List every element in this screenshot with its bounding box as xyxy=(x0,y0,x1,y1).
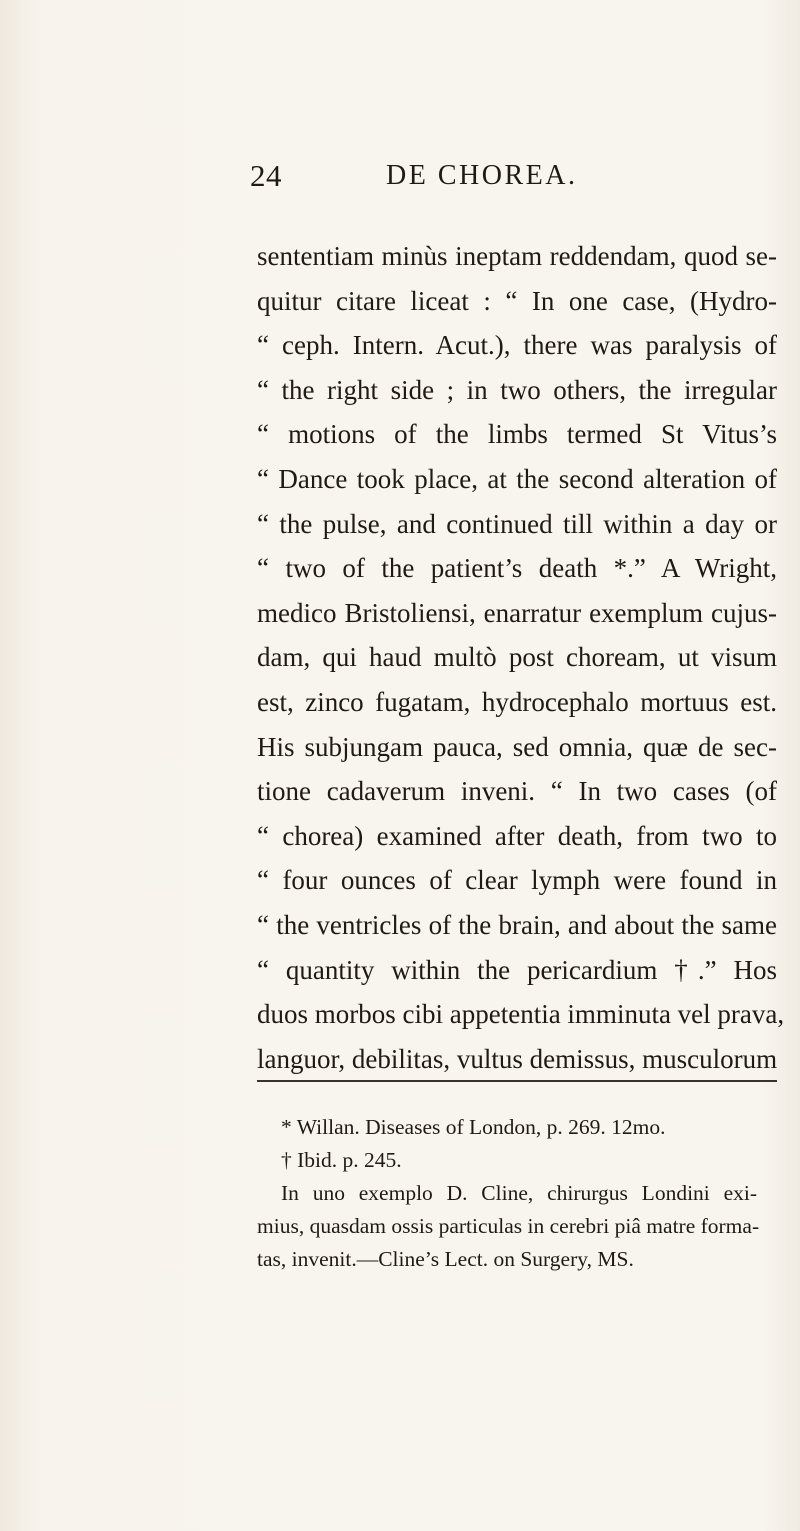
body-line: “ quantity within the pericardium †.” Hos xyxy=(257,954,777,985)
body-line: medico Bristoliensi, enarratur exemplum cujus- xyxy=(257,597,777,628)
body-line: “ motions of the limbs termed St Vitus’s xyxy=(257,419,777,450)
footnote: * Willan. Diseases of London, p. 269. 12mo. xyxy=(281,1115,666,1139)
page-header xyxy=(250,158,770,198)
body-line: “ the ventricles of the brain, and about the same xyxy=(257,909,777,940)
body-line: tione cadaverum inveni. “ In two cases (of xyxy=(257,776,777,807)
body-text xyxy=(257,234,785,1081)
body-line: languor, debilitas, vultus demissus, musculorum xyxy=(257,1043,778,1074)
body-line: “ chorea) examined after death, from two to xyxy=(257,820,777,851)
page-number: 24 xyxy=(250,158,282,193)
running-head: DE CHOREA. xyxy=(386,160,578,191)
body-line: quitur citare liceat : “ In one case, (Hydro- xyxy=(257,285,777,316)
footnote-rule xyxy=(257,1080,777,1082)
body-line: dam, qui haud multò post choream, ut visum xyxy=(257,642,777,673)
footnote: In uno exemplo D. Cline, chirurgus Londini exi- xyxy=(281,1181,757,1205)
body-line: “ Dance took place, at the second alteration of xyxy=(257,463,777,494)
footnote: † Ibid. p. 245. xyxy=(281,1148,402,1172)
body-line: “ four ounces of clear lymph were found in xyxy=(257,865,777,896)
body-line: sententiam minùs ineptam reddendam, quod se- xyxy=(257,241,777,271)
footnote-continuation: mius, quasdam ossis particulas in cerebri piâ matre forma- xyxy=(257,1214,760,1238)
footnote-continuation: tas, invenit.—Cline’s Lect. on Surgery, MS. xyxy=(257,1247,634,1271)
body-line: “ the right side ; in two others, the irregular xyxy=(257,374,777,405)
body-line: est, zinco fugatam, hydrocephalo mortuus est. xyxy=(257,686,777,717)
body-line: His subjungam pauca, sed omnia, quæ de sec- xyxy=(257,731,777,762)
body-line: duos morbos cibi appetentia imminuta vel prava, xyxy=(257,999,785,1030)
body-line: “ two of the patient’s death *.” A Wright, xyxy=(257,553,777,584)
body-line: “ ceph. Intern. Acut.), there was paralysis of xyxy=(257,330,777,361)
body-line: “ the pulse, and continued till within a day or xyxy=(257,508,777,539)
footnotes xyxy=(257,1111,777,1276)
